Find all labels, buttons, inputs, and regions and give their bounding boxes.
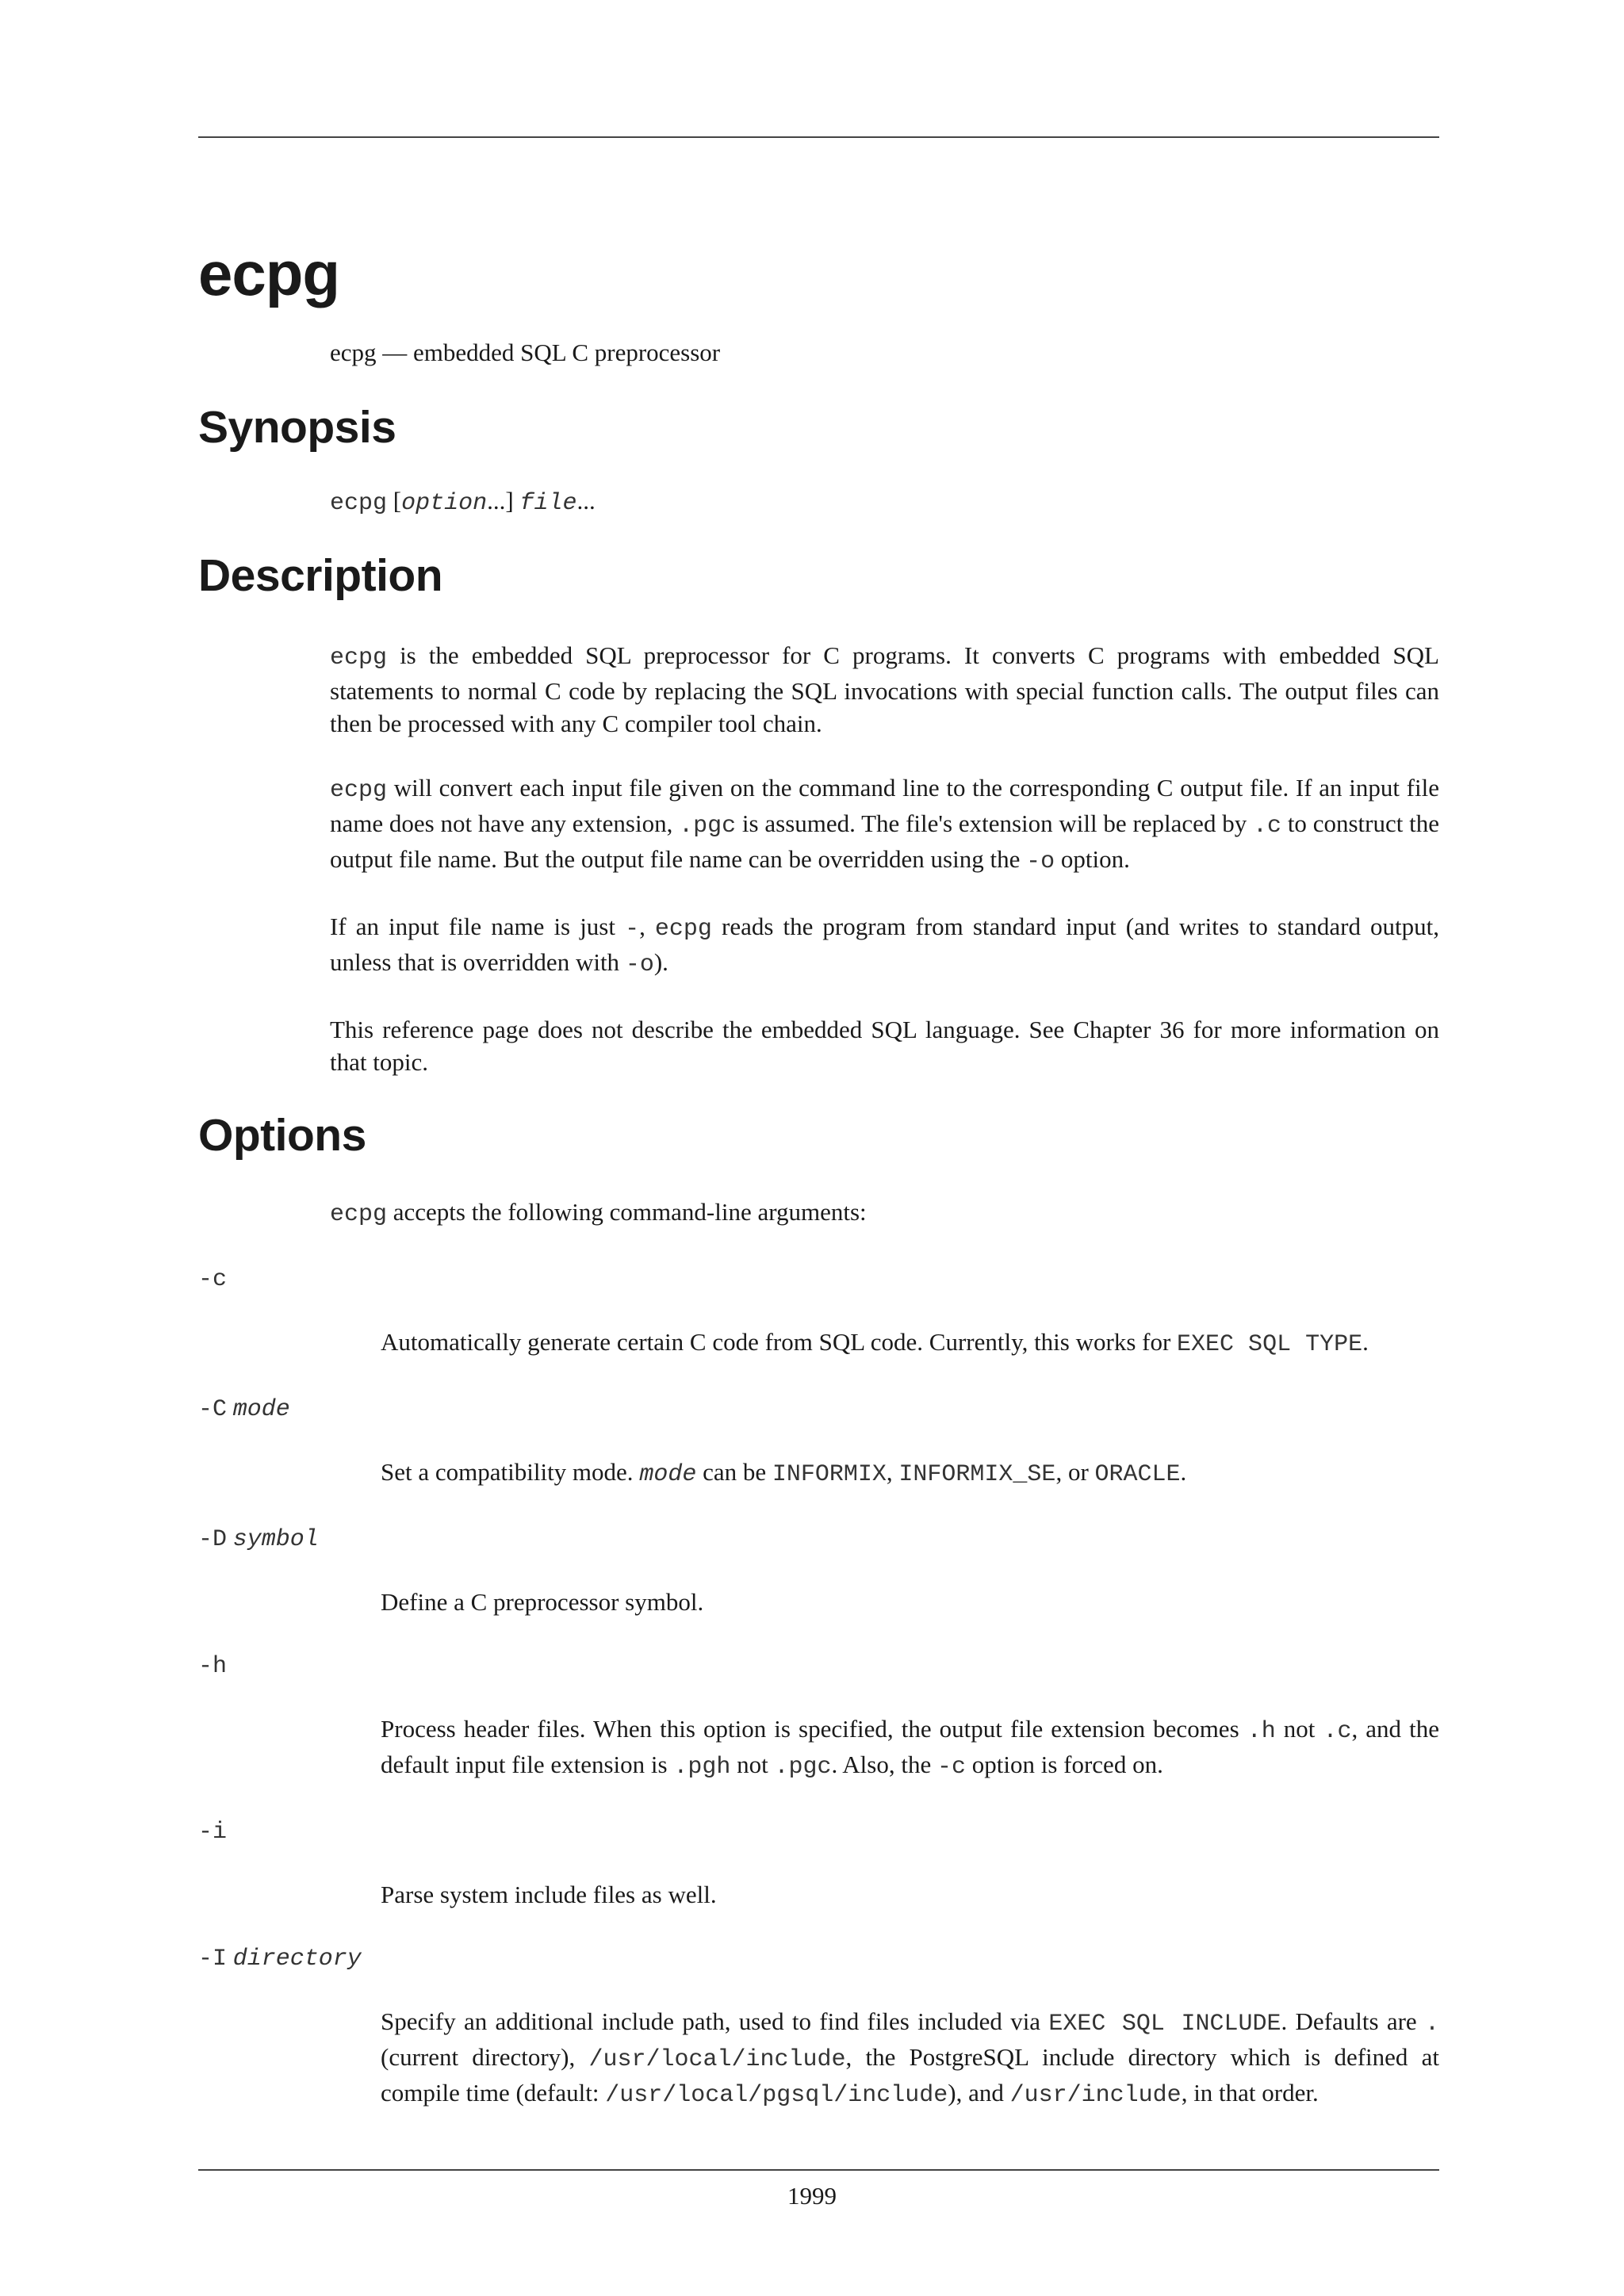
description-paragraph-3: If an input file name is just -, ecpg reads the program from standard input (and writes to standard output, unless that is overridden with -o). [330,913,1439,978]
description-heading: Description [198,550,443,601]
option-term-C: -C mode [198,1396,290,1423]
page-content [198,238,1439,2112]
description-paragraph-1: ecpg is the embedded SQL preprocessor for C programs. It converts C programs with embedded SQL statements to normal C code by replacing the SQL invocations with special function calls. The output files can then be processed with any C compiler tool chain. [330,641,1439,737]
option-term-h: -h [198,1653,228,1680]
option-term-I: -I directory [198,1946,362,1973]
synopsis-heading: Synopsis [198,402,396,453]
footer-rule [198,2169,1439,2171]
description-paragraph-2: ecpg will convert each input file given on the command line to the corresponding C output file. If an input file name does not have any extension, .pgc is assumed. The file's extension will be replaced by .c to construct the output file name. But the output file name can be overridden using the -o option. [330,774,1439,875]
synopsis: ecpg [option...] file... [330,487,596,517]
option-def-C: Set a compatibility mode. mode can be INFORMIX, INFORMIX_SE, or ORACLE. [381,1458,1187,1488]
option-term-c: -c [198,1266,228,1293]
options-heading: Options [198,1110,366,1161]
option-def-I: Specify an additional include path, used to find files included via EXEC SQL INCLUDE. Defaults are . (current directory), /usr/local/include, the PostgreSQL include directory which is defined at compile time (default: /usr/local/pgsql/include), and /usr/include, in that order. [381,2007,1439,2109]
page-number: 1999 [787,2182,837,2210]
option-term-D: -D symbol [198,1526,319,1553]
option-def-D: Define a C preprocessor symbol. [381,1588,704,1616]
synopsis-option: option [401,490,488,517]
option-def-c: Automatically generate certain C code from SQL code. Currently, this works for EXEC SQL TYPE. [381,1328,1369,1358]
option-def-h: Process header files. When this option is specified, the output file extension becomes .h not .c, and the default input file extension is .pgh not .pgc. Also, the -c option is forced on. [381,1715,1439,1781]
header-rule [198,136,1439,138]
description-paragraph-4: This reference page does not describe the embedded SQL language. See Chapter 36 for more information on that topic. [330,1016,1439,1076]
option-def-i: Parse system include files as well. [381,1881,717,1908]
synopsis-file: file [519,490,577,517]
option-term-i: -i [198,1819,228,1846]
page-title: ecpg [198,239,340,308]
synopsis-cmd: ecpg [330,490,388,517]
refpurpose: ecpg — embedded SQL C preprocessor [330,339,721,366]
options-intro: ecpg accepts the following command-line arguments: [330,1198,867,1228]
